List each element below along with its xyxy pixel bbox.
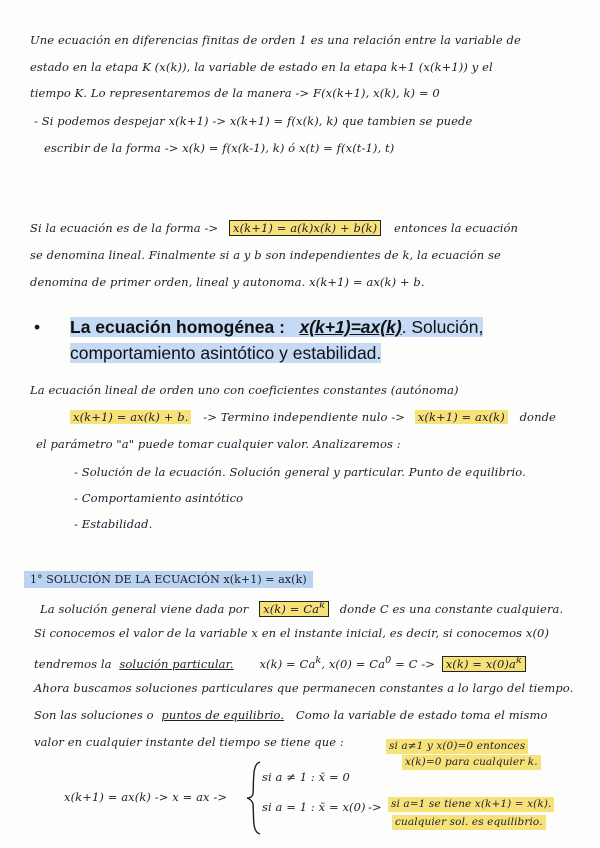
section-heading <box>34 314 504 366</box>
particular-solution-label: solución particular. <box>119 656 234 671</box>
intro-line-1: Une ecuación en diferencias finitas de orden 1 es una relación entre la variable de <box>30 33 521 47</box>
homog-line-1: La ecuación lineal de orden uno con coeficientes constantes (autónoma) <box>30 383 459 397</box>
equilibrium-points-label: puntos de equilibrio. <box>161 708 285 722</box>
homog-eq-1: x(k+1) = ax(k) + b. <box>70 410 191 424</box>
note-2-a: si a=1 se tiene x(k+1) = x(k). <box>388 797 554 812</box>
intro-line-4: - Si podemos despejar x(k+1) -> x(k+1) = f(x(k), k) que tambien se puede <box>34 114 473 128</box>
heading-pre: La ecuación homogénea : <box>70 317 285 337</box>
s1-line-4: Ahora buscamos soluciones particulares que permanecen constantes a lo largo del tiempo. <box>34 681 574 695</box>
heading-equation: x(k+1)=ax(k) <box>299 317 402 337</box>
s1-line-3-b: $x(k) = Ca^k$, $x(0) = Ca^0 = C$ -> <box>259 655 435 671</box>
note-1-b: x(k)=0 para cualquier k. <box>402 755 541 770</box>
homog-mid: -> Termino independiente nulo -> <box>203 410 406 424</box>
s1-line-3 <box>34 653 525 672</box>
case-a-not-1: si a ≠ 1 : x̄ = 0 <box>262 770 350 784</box>
s1-line-1-a: La solución general viene dada por <box>40 601 249 616</box>
note-1-a: si a≠1 y x(0)=0 entonces <box>386 739 528 754</box>
homog-item-3: - Estabilidad. <box>74 517 153 531</box>
note-2-b: cualquier sol. es equilibrio. <box>392 815 546 830</box>
s1-line-5 <box>34 708 548 723</box>
homog-item-1: - Solución de la ecuación. Solución general y particular. Punto de equilibrio. <box>74 465 526 479</box>
section-1-title: 1° SOLUCIÓN DE LA ECUACIÓN x(k+1) = ax(k) <box>24 571 313 588</box>
s1-line-5-a: Son las soluciones o <box>34 708 154 722</box>
homog-eq-2: x(k+1) = ax(k) <box>415 410 508 424</box>
equilibrium-equation: x(k+1) = ax(k) -> x = ax -> <box>64 790 228 804</box>
linear-line-3: denomina de primer orden, lineal y autonoma. x(k+1) = ax(k) + b. <box>30 275 425 289</box>
intro-line-5: escribir de la forma -> x(k) = f(x(k-1), k) ó x(t) = f(x(t-1), t) <box>44 141 395 155</box>
homog-donde: donde <box>519 410 556 424</box>
linear-line-2: se denomina lineal. Finalmente si a y b son independientes de k, la ecuación se <box>30 248 501 262</box>
linear-line-1-b: entonces la ecuación <box>393 221 519 235</box>
intro-line-3: tiempo K. Lo representaremos de la manera -> F(x(k+1), x(k), k) = 0 <box>30 86 440 100</box>
particular-solution-box: $x(k) = x(0)a^k$ <box>443 657 525 671</box>
heading-text <box>70 314 504 366</box>
linear-equation-box: x(k+1) = a(k)x(k) + b(k) <box>230 221 380 235</box>
case-a-eq-1: si a = 1 : x̄ = x(0) <box>262 800 366 814</box>
s1-line-5-b: Como la variable de estado toma el mismo <box>295 708 548 722</box>
s1-line-2: Si conocemos el valor de la variable x en el instante inicial, es decir, si conocemos x(0) <box>34 626 550 640</box>
heading-post: . Solución, comportamiento asintótico y estabilidad. <box>70 317 484 363</box>
case-arrow: -> <box>368 800 382 814</box>
homog-line-3: el parámetro "a" puede tomar cualquier valor. Analizaremos : <box>36 437 401 451</box>
linear-line-1 <box>30 221 518 236</box>
s1-line-1-b: donde C es una constante cualquiera. <box>339 601 564 616</box>
intro-line-2: estado en la etapa K (x(k)), la variable de estado en la etapa k+1 (x(k+1)) y el <box>30 60 493 74</box>
s1-line-3-a: tendremos la <box>34 656 112 671</box>
homog-item-2: - Comportamiento asintótico <box>74 491 244 505</box>
homog-line-2 <box>70 410 556 425</box>
linear-line-1-a: Si la ecuación es de la forma -> <box>30 221 219 235</box>
s1-line-6: valor en cualquier instante del tiempo se tiene que : <box>34 735 344 749</box>
general-solution-box: $x(k) = Ca^k$ <box>260 602 328 616</box>
heading-bullet: • <box>34 317 41 337</box>
s1-line-1 <box>40 598 563 617</box>
cases-brace <box>246 760 262 836</box>
